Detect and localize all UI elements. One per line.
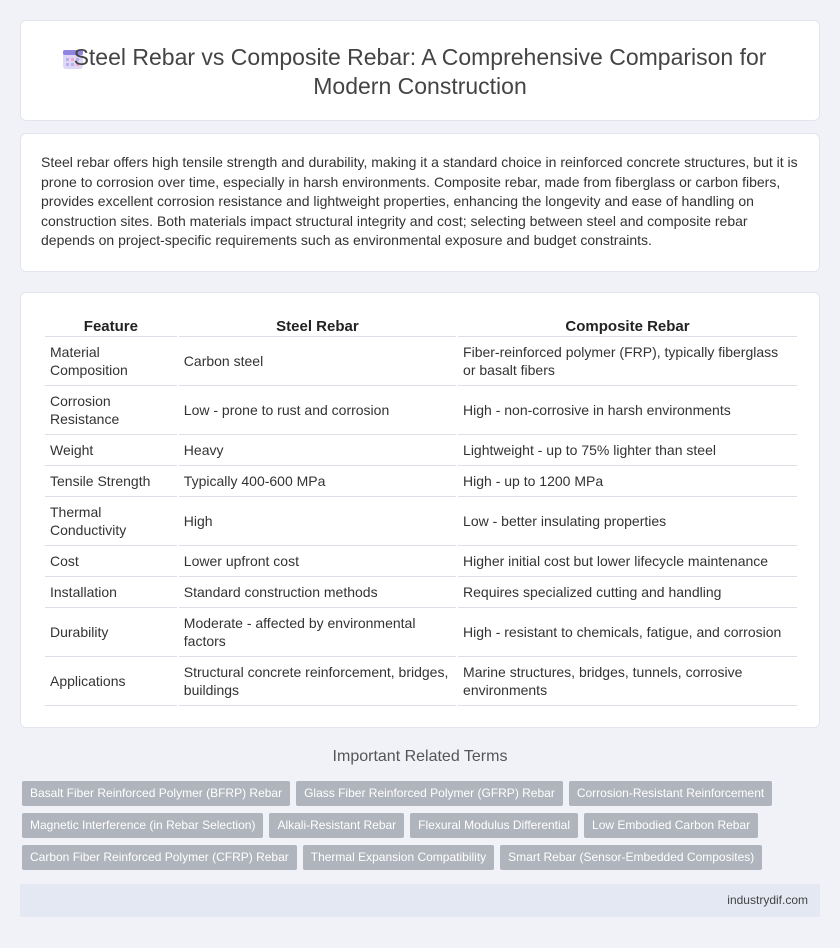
- table-row: [45, 466, 797, 497]
- feature-cell: Weight: [45, 435, 177, 466]
- steel-cell: Lower upfront cost: [179, 546, 456, 577]
- steel-cell: High: [179, 497, 456, 546]
- feature-cell: Installation: [45, 577, 177, 608]
- comparison-table: [43, 314, 799, 706]
- feature-cell: Cost: [45, 546, 177, 577]
- table-row: [45, 608, 797, 657]
- steel-cell: Standard construction methods: [179, 577, 456, 608]
- table-row: [45, 386, 797, 435]
- related-term-tag[interactable]: Smart Rebar (Sensor-Embedded Composites): [500, 845, 762, 870]
- composite-cell: Marine structures, bridges, tunnels, corrosive environments: [458, 657, 797, 706]
- composite-cell: Higher initial cost but lower lifecycle maintenance: [458, 546, 797, 577]
- related-term-tag[interactable]: Alkali-Resistant Rebar: [269, 813, 404, 838]
- related-terms-list: [22, 781, 802, 877]
- steel-cell: Carbon steel: [179, 337, 456, 386]
- tag-row: [22, 813, 802, 838]
- intro-paragraph: Steel rebar offers high tensile strength and durability, making it a standard choice in reinforced concrete structures, but it is prone to corrosion over time, especially in harsh environments. Composite rebar, made from fiberglass or carbon fibers, provides excellent corrosion resistance and lightweight properties, enhancing the longevity and ease of handling on construction sites. Both materials impact structural integrity and cost; selecting between steel and composite rebar depends on project-specific requirements such as environmental exposure and budget constraints.: [41, 154, 798, 248]
- table-row: [45, 497, 797, 546]
- table-header-row: [45, 314, 797, 337]
- steel-cell: Moderate - affected by environmental factors: [179, 608, 456, 657]
- footer-site-link[interactable]: industrydif.com: [727, 893, 808, 907]
- feature-cell: Tensile Strength: [45, 466, 177, 497]
- related-term-tag[interactable]: Carbon Fiber Reinforced Polymer (CFRP) Rebar: [22, 845, 297, 870]
- table-row: [45, 337, 797, 386]
- column-header-steel: Steel Rebar: [179, 314, 456, 337]
- related-term-tag[interactable]: Corrosion-Resistant Reinforcement: [569, 781, 772, 806]
- composite-cell: High - resistant to chemicals, fatigue, and corrosion: [458, 608, 797, 657]
- related-terms-heading: Important Related Terms: [332, 748, 508, 765]
- column-header-feature: Feature: [45, 314, 177, 337]
- intro-card: [20, 133, 820, 272]
- feature-cell: Thermal Conductivity: [45, 497, 177, 546]
- composite-cell: High - non-corrosive in harsh environments: [458, 386, 797, 435]
- related-term-tag[interactable]: Magnetic Interference (in Rebar Selection): [22, 813, 263, 838]
- composite-cell: Lightweight - up to 75% lighter than steel: [458, 435, 797, 466]
- page-title: Steel Rebar vs Composite Rebar: A Comprehensive Comparison for Modern Construction: [73, 44, 767, 99]
- title-card: [20, 20, 820, 121]
- tag-row: [22, 781, 802, 806]
- related-term-tag[interactable]: Basalt Fiber Reinforced Polymer (BFRP) Rebar: [22, 781, 290, 806]
- feature-cell: Durability: [45, 608, 177, 657]
- table-row: [45, 577, 797, 608]
- related-term-tag[interactable]: Glass Fiber Reinforced Polymer (GFRP) Rebar: [296, 781, 563, 806]
- tag-row: [22, 845, 802, 870]
- table-row: [45, 657, 797, 706]
- column-header-composite: Composite Rebar: [458, 314, 797, 337]
- steel-cell: Structural concrete reinforcement, bridges, buildings: [179, 657, 456, 706]
- footer-bar: [20, 884, 820, 917]
- table-row: [45, 546, 797, 577]
- steel-cell: Typically 400-600 MPa: [179, 466, 456, 497]
- steel-cell: Heavy: [179, 435, 456, 466]
- composite-cell: Requires specialized cutting and handling: [458, 577, 797, 608]
- feature-cell: Material Composition: [45, 337, 177, 386]
- table-row: [45, 435, 797, 466]
- composite-cell: Fiber-reinforced polymer (FRP), typically fiberglass or basalt fibers: [458, 337, 797, 386]
- related-term-tag[interactable]: Low Embodied Carbon Rebar: [584, 813, 758, 838]
- feature-cell: Corrosion Resistance: [45, 386, 177, 435]
- comparison-card: [20, 292, 820, 728]
- related-term-tag[interactable]: Flexural Modulus Differential: [410, 813, 578, 838]
- related-term-tag[interactable]: Thermal Expansion Compatibility: [303, 845, 494, 870]
- steel-cell: Low - prone to rust and corrosion: [179, 386, 456, 435]
- composite-cell: High - up to 1200 MPa: [458, 466, 797, 497]
- composite-cell: Low - better insulating properties: [458, 497, 797, 546]
- feature-cell: Applications: [45, 657, 177, 706]
